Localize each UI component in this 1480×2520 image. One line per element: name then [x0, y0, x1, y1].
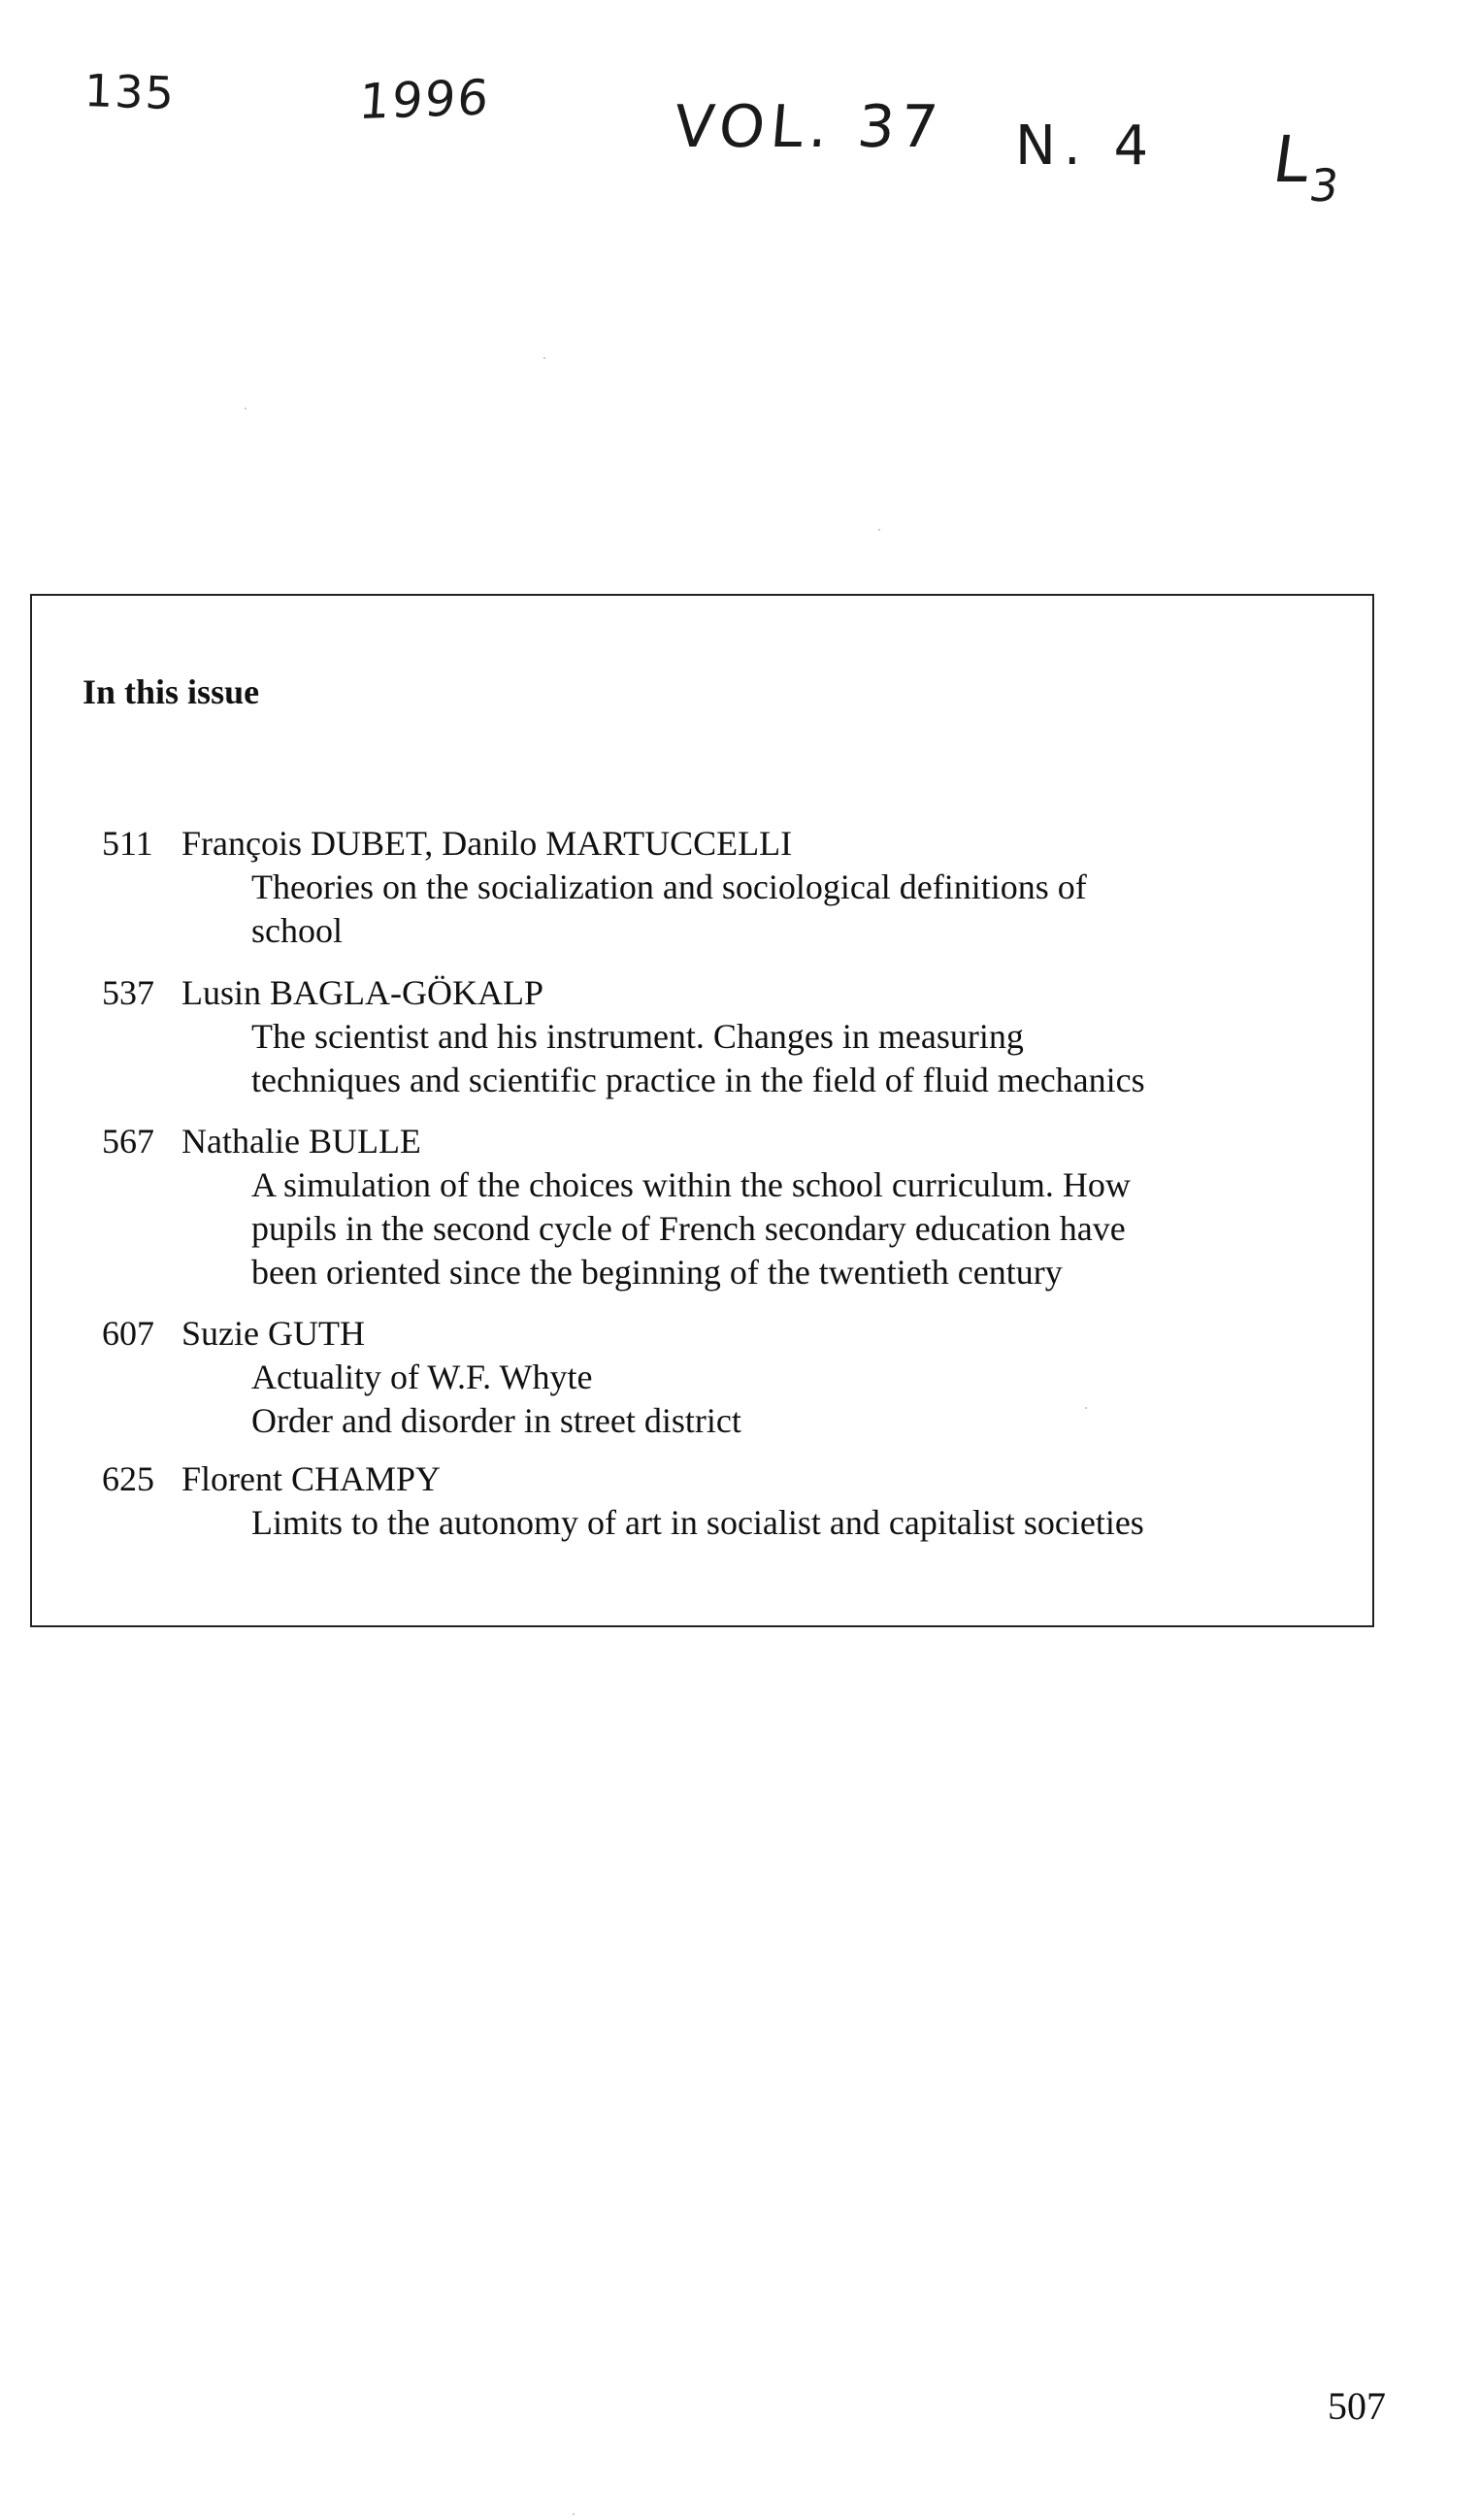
- toc-entry-authors: Florent CHAMPY: [181, 1459, 442, 1498]
- toc-entry-title-line: techniques and scientific practice in the field of fluid mechanics: [251, 1061, 1145, 1099]
- toc-entry: [102, 1457, 1333, 1545]
- toc-heading: In this issue: [82, 672, 260, 711]
- toc-entry: [102, 822, 1333, 953]
- toc-entry-page: 537: [102, 973, 154, 1012]
- toc-entry-title: [251, 1163, 1329, 1294]
- toc-entry-title: [251, 1015, 1329, 1102]
- page-number: 507: [1328, 2384, 1386, 2428]
- toc-entry-title-line: been oriented since the beginning of the twentieth century: [251, 1253, 1063, 1292]
- handwritten-number-135: 135: [83, 64, 177, 120]
- toc-entry-title-line: Theories on the socialization and sociological definitions of: [251, 867, 1087, 906]
- toc-entry-authors: Nathalie BULLE: [181, 1122, 421, 1161]
- toc-entry-title: [251, 866, 1329, 953]
- handwritten-volume: VOL. 37: [671, 93, 947, 161]
- toc-entry-title-line: The scientist and his instrument. Changes in measuring: [251, 1017, 1024, 1056]
- toc-entry-authors: Suzie GUTH: [181, 1314, 365, 1353]
- toc-entry-title: [251, 1356, 1329, 1443]
- scan-speck: [245, 408, 247, 409]
- toc-entry: [102, 1120, 1333, 1294]
- table-of-contents-box: [30, 594, 1374, 1627]
- handwritten-shelf-subscript: 3: [1305, 159, 1344, 212]
- toc-entry-page: 511: [102, 824, 153, 863]
- toc-entry-page: 607: [102, 1314, 154, 1353]
- scan-speck: [878, 529, 880, 531]
- toc-entry-authors: Lusin BAGLA-GÖKALP: [181, 973, 543, 1012]
- handwritten-shelf-mark: [1266, 122, 1349, 212]
- toc-entry-page: 625: [102, 1459, 154, 1498]
- toc-entry-title-line: Actuality of W.F. Whyte: [251, 1358, 593, 1396]
- handwritten-shelf-letter: L: [1268, 122, 1317, 197]
- toc-entry: [102, 971, 1333, 1102]
- toc-entry-authors: François DUBET, Danilo MARTUCCELLI: [181, 824, 793, 863]
- toc-entry: [102, 1312, 1333, 1443]
- handwritten-issue-number: N. 4: [1015, 115, 1157, 178]
- toc-entry-title-line: A simulation of the choices within the school curriculum. How: [251, 1165, 1131, 1204]
- toc-entry-page: 567: [102, 1122, 154, 1161]
- scan-speck: [573, 2513, 575, 2515]
- toc-entry-title-line: Order and disorder in street district: [251, 1401, 741, 1440]
- toc-entry-title: [251, 1501, 1329, 1545]
- scan-speck: [543, 357, 545, 359]
- toc-entry-title-line: Limits to the autonomy of art in socialist and capitalist societies: [251, 1503, 1144, 1542]
- toc-entry-title-line: school: [251, 911, 343, 950]
- handwritten-year-1996: 1996: [356, 69, 493, 131]
- toc-entry-title-line: pupils in the second cycle of French secondary education have: [251, 1209, 1126, 1248]
